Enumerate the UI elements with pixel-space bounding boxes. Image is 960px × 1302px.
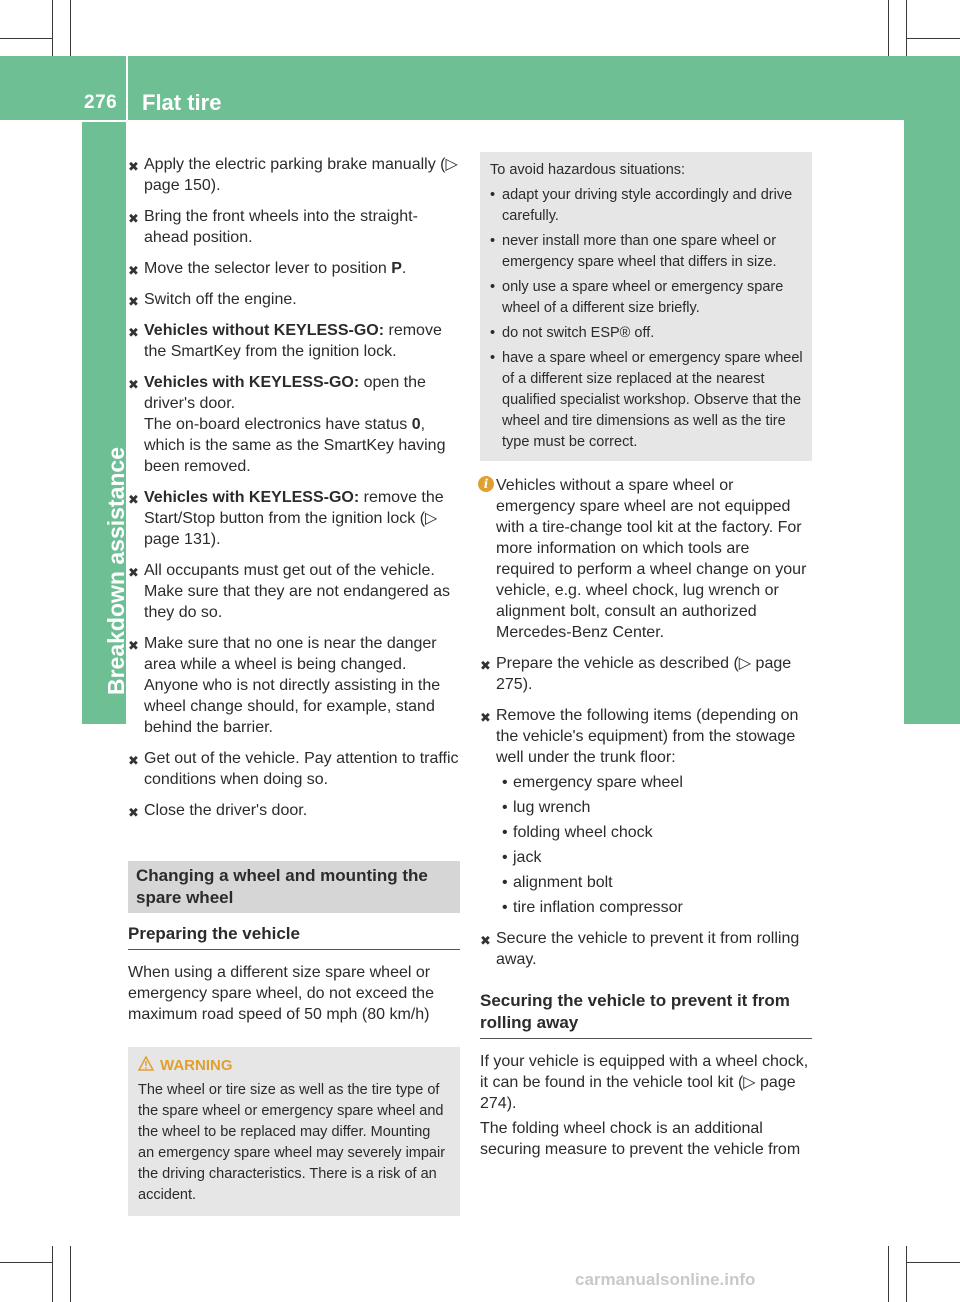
step-item: ✖ All occupants must get out of the vehicle. Make sure that they are not endangered as they do so. (128, 562, 450, 621)
crop-mark (888, 0, 889, 56)
step-arrow-icon: ✖ (480, 710, 491, 725)
crop-mark (906, 1262, 960, 1263)
stowage-item: • lug wrench (496, 797, 812, 818)
page-header (0, 56, 904, 120)
step-arrow-icon: ✖ (128, 211, 139, 226)
caution-item: • never install more than one spare wheel or emergency spare wheel that differs in size. (490, 231, 804, 273)
step-item: ✖ Vehicles without KEYLESS-GO: remove the SmartKey from the ignition lock. (128, 322, 442, 360)
crop-mark (70, 1246, 71, 1302)
info-icon: i (478, 476, 494, 492)
caution-item: • adapt your driving style accordingly and drive carefully. (490, 185, 804, 227)
section-heading: Changing a wheel and mounting the spare wheel (128, 861, 460, 913)
step-item: ✖ Prepare the vehicle as described (▷ page 275). (480, 655, 792, 693)
caution-intro: To avoid hazardous situations: (490, 162, 686, 178)
step-arrow-icon: ✖ (128, 565, 139, 580)
securing-paragraph: If your vehicle is equipped with a wheel chock, it can be found in the vehicle tool kit (▷ page 274). (480, 1053, 809, 1112)
crop-mark (0, 38, 52, 39)
page-title: Flat tire (142, 90, 222, 115)
step-arrow-icon: ✖ (128, 159, 139, 174)
step-arrow-icon: ✖ (128, 805, 139, 820)
step-item: ✖ Bring the front wheels into the straight-ahead position. (128, 208, 418, 246)
watermark: carmanualsonline.info (575, 1270, 756, 1289)
preparing-paragraph: When using a different size spare wheel or emergency spare wheel, do not exceed the maximum road speed of 50 mph (80 km/h) (128, 964, 434, 1023)
warning-box (128, 1047, 460, 1216)
step-arrow-icon: ✖ (128, 377, 139, 392)
step-item: ✖ Switch off the engine. (128, 289, 460, 310)
step-item: ✖ Apply the electric parking brake manually (▷ page 150). (128, 156, 458, 194)
step-item: ✖ Make sure that no one is near the danger area while a wheel is being changed. Anyone who is not directly assisting in the wheel change should, for example, stand behind the barrier. (128, 635, 441, 736)
step-arrow-icon: ✖ (128, 294, 139, 309)
step-item: ✖ Secure the vehicle to prevent it from rolling away. (480, 930, 800, 968)
stowage-item: • tire inflation compressor (496, 897, 812, 918)
crop-mark (888, 1246, 889, 1302)
crop-mark (906, 0, 907, 56)
header-extension (904, 56, 960, 724)
warning-title: WARNING (138, 1055, 450, 1076)
stowage-item: • folding wheel chock (496, 822, 812, 843)
crop-mark (52, 0, 53, 56)
warning-triangle-icon (138, 1056, 154, 1071)
crop-mark (0, 1262, 52, 1263)
step-arrow-icon: ✖ (128, 753, 139, 768)
header-divider (126, 56, 128, 120)
caution-box (480, 152, 812, 461)
crop-mark (906, 38, 960, 39)
crop-mark (52, 1246, 53, 1302)
step-item: ✖ Close the driver's door. (128, 800, 460, 821)
stowage-item: • alignment bolt (496, 872, 812, 893)
caution-item: • only use a spare wheel or emergency spare wheel of a different size briefly. (490, 277, 804, 319)
crop-mark (70, 0, 71, 56)
securing-paragraph: The folding wheel chock is an additional securing measure to prevent the vehicle from (480, 1120, 801, 1158)
stowage-item: • jack (496, 847, 812, 868)
caution-item: • do not switch ESP® off. (490, 323, 804, 344)
step-arrow-icon: ✖ (128, 325, 139, 340)
step-arrow-icon: ✖ (480, 933, 491, 948)
step-arrow-icon: ✖ (128, 492, 139, 507)
caution-item: • have a spare wheel or emergency spare wheel of a different size replaced at the nearest qualified specialist workshop. Observe that the wheel and tire dimensions as well as the tire type must be correct. (490, 348, 804, 453)
crop-mark (906, 1246, 907, 1302)
step-item: ✖ Get out of the vehicle. Pay attention to traffic conditions when doing so. (128, 750, 459, 788)
step-item: ✖ Vehicles with KEYLESS-GO: open the driver's door. The on-board electronics have status 0, which is the same as the SmartKey having been removed. (128, 374, 446, 475)
step-arrow-icon: ✖ (480, 658, 491, 673)
subheading-preparing: Preparing the vehicle (128, 913, 460, 950)
step-item: ✖ Remove the following items (depending on the vehicle's equipment) from the stowage well under the trunk floor: (480, 707, 799, 766)
page-number: 276 (84, 92, 118, 113)
chapter-label: Breakdown assistance (103, 446, 129, 695)
stowage-item: • emergency spare wheel (496, 772, 812, 793)
step-item: ✖ Vehicles with KEYLESS-GO: remove the Start/Stop button from the ignition lock (▷ page 131). (128, 489, 444, 548)
right-column (480, 152, 812, 1172)
step-arrow-icon: ✖ (128, 638, 139, 653)
step-arrow-icon: ✖ (128, 263, 139, 278)
warning-text: The wheel or tire size as well as the tire type of the spare wheel or emergency spare wheel and the wheel to be replaced may differ. Mounting an emergency spare wheel may severely impair the driving characteristics. There is a risk of an accident. (138, 1082, 446, 1203)
left-column (128, 154, 460, 1216)
info-note: i Vehicles without a spare wheel or emergency spare wheel are not equipped with a tire-change tool kit at the factory. For more information on which tools are required to perform a wheel change on your vehicle, e.g. wheel chock, lug wrench or alignment bolt, consult an authorized Mercedes-Benz Center. (480, 475, 812, 643)
step-item: ✖ Move the selector lever to position P. (128, 258, 460, 279)
subheading-securing: Securing the vehicle to prevent it from rolling away (480, 980, 812, 1039)
